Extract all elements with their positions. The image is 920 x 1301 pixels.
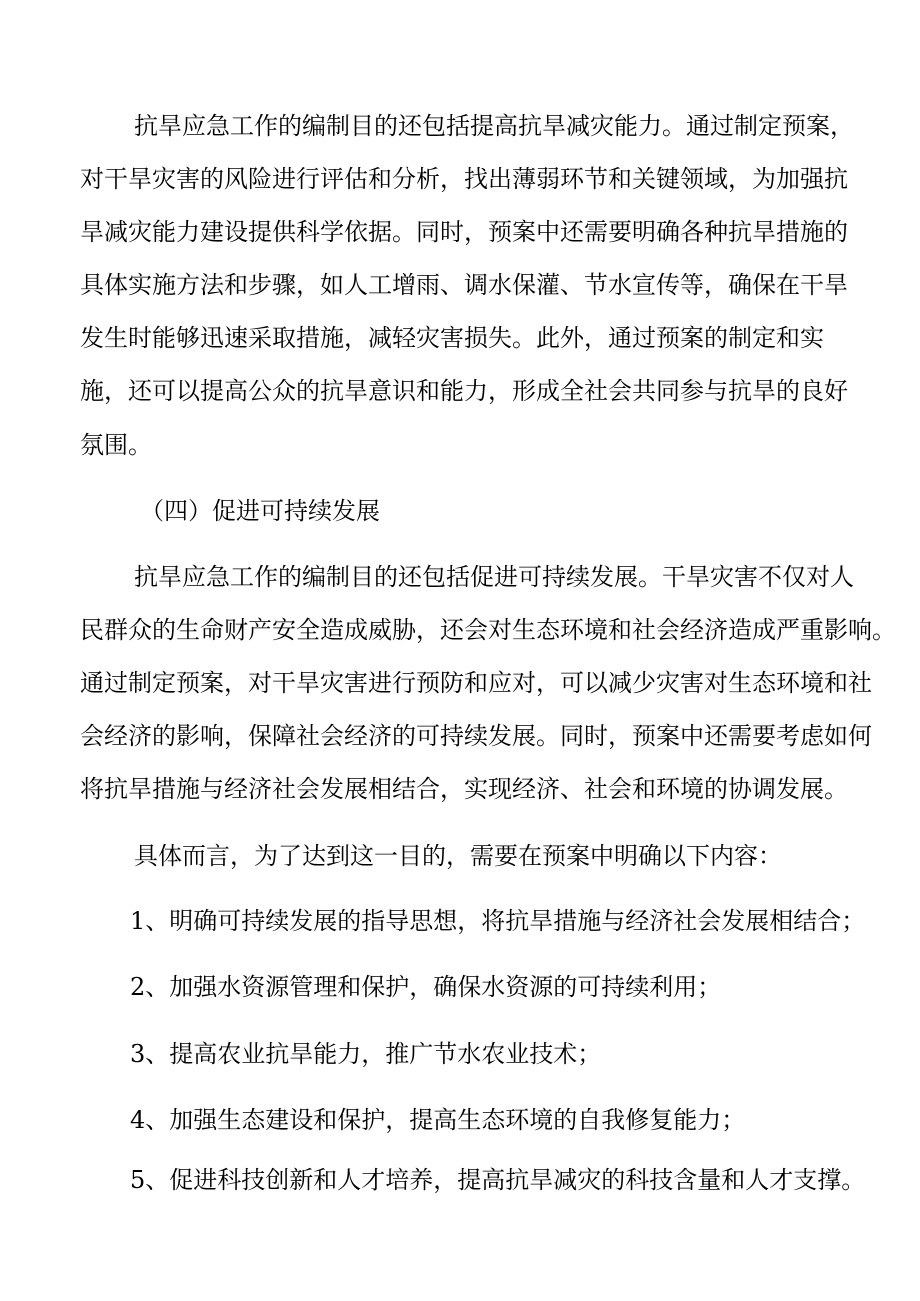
paragraph-1-line-7: 氛围。 (80, 431, 152, 459)
list-item: 5、促进科技创新和人才培养，提高抗旱减灾的科技含量和人才支撑。 (130, 1166, 866, 1194)
section-heading: （四）促进可持续发展 (140, 497, 380, 525)
paragraph-2-line-3: 通过制定预案，对干旱灾害进行预防和应对，可以减少灾害对生态环境和社 (80, 669, 872, 697)
paragraph-2-line-1: 抗旱应急工作的编制目的还包括促进可持续发展。干旱灾害不仅对人 (134, 563, 854, 591)
paragraph-1-line-5: 发生时能够迅速采取措施，减轻灾害损失。此外，通过预案的制定和实 (80, 324, 824, 352)
list-item: 4、加强生态建设和保护，提高生态环境的自我修复能力； (130, 1106, 746, 1134)
paragraph-3: 具体而言，为了达到这一目的，需要在预案中明确以下内容： (134, 842, 782, 870)
list-item: 3、提高农业抗旱能力，推广节水农业技术； (130, 1040, 602, 1068)
paragraph-2-line-2: 民群众的生命财产安全造成威胁，还会对生态环境和社会经济造成严重影响。 (80, 616, 896, 644)
paragraph-1-line-6: 施，还可以提高公众的抗旱意识和能力，形成全社会共同参与抗旱的良好 (80, 377, 848, 405)
paragraph-1-line-4: 具体实施方法和步骤，如人工增雨、调水保灌、节水宣传等，确保在干旱 (80, 271, 848, 299)
paragraph-1-line-1: 抗旱应急工作的编制目的还包括提高抗旱减灾能力。通过制定预案， (134, 112, 854, 140)
paragraph-1-line-3: 旱减灾能力建设提供科学依据。同时，预案中还需要明确各种抗旱措施的 (80, 218, 848, 246)
list-item: 2、加强水资源管理和保护，确保水资源的可持续利用； (130, 973, 722, 1001)
paragraph-2-line-4: 会经济的影响，保障社会经济的可持续发展。同时，预案中还需要考虑如何 (80, 722, 872, 750)
paragraph-2-line-5: 将抗旱措施与经济社会发展相结合，实现经济、社会和环境的协调发展。 (80, 775, 848, 803)
list-item: 1、明确可持续发展的指导思想，将抗旱措施与经济社会发展相结合； (130, 907, 866, 935)
paragraph-1-line-2: 对干旱灾害的风险进行评估和分析，找出薄弱环节和关键领域，为加强抗 (80, 165, 848, 193)
